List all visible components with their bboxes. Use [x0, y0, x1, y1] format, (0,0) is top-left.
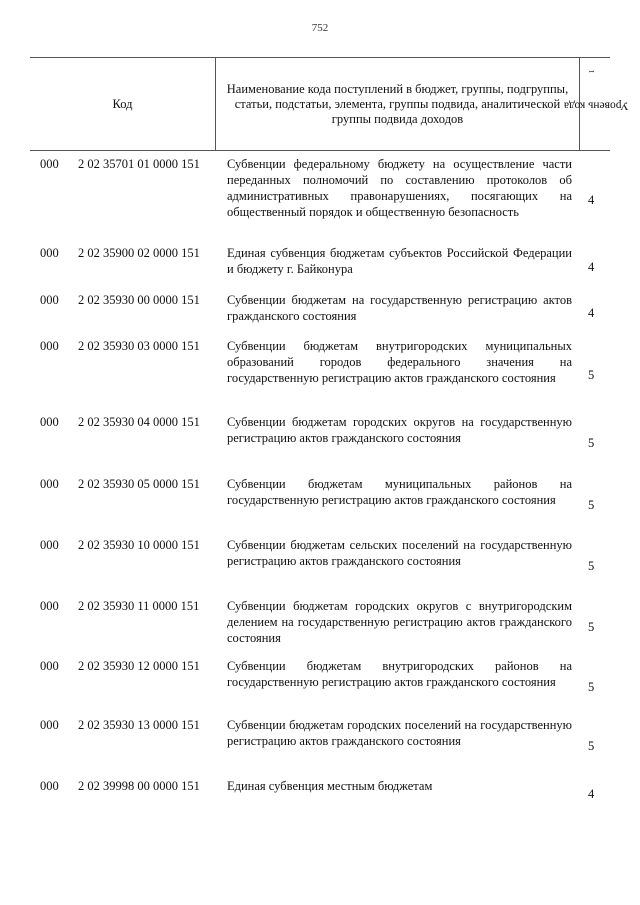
- revenue-name: Субвенции бюджетам городских округов на государственную регистрацию актов гражданского состояния: [227, 415, 572, 445]
- table-header: [30, 57, 629, 151]
- revenue-name: Субвенции бюджетам городских округов с внутригородским делением на государственную регистрацию актов гражданского состояния: [227, 599, 572, 645]
- admin-code: 000: [40, 538, 59, 552]
- admin-code: 000: [40, 415, 59, 429]
- header-level: [563, 58, 629, 150]
- admin-code: 000: [40, 659, 59, 673]
- code-level: 5: [588, 620, 595, 634]
- revenue-code: 2 02 35701 01 0000 151: [78, 157, 200, 171]
- code-level: 5: [588, 739, 595, 753]
- admin-code: 000: [40, 718, 59, 732]
- code-level: 5: [588, 498, 595, 512]
- header-name: Наименование кода поступлений в бюджет, группы, подгруппы, статьи, подстатьи, элемента, группы подвида, аналитической группы подвида доходов: [215, 58, 580, 150]
- revenue-name: Единая субвенция местным бюджетам: [227, 779, 433, 793]
- revenue-name: Субвенции бюджетам внутригородских муниципальных образований городов федерального значения на государственную регистрацию актов гражданского состояния: [227, 339, 572, 385]
- admin-code: 000: [40, 293, 59, 307]
- code-level: 5: [588, 368, 595, 382]
- admin-code: 000: [40, 477, 59, 491]
- revenue-code: 2 02 35930 05 0000 151: [78, 477, 200, 491]
- code-level: 5: [588, 436, 595, 450]
- revenue-code: 2 02 39998 00 0000 151: [78, 779, 200, 793]
- admin-code: 000: [40, 599, 59, 613]
- revenue-code: 2 02 35930 03 0000 151: [78, 339, 200, 353]
- revenue-name: Субвенции федеральному бюджету на осуществление части переданных полномочий по составлению протоколов об административных правонарушениях, посягающих на общественный порядок и общественную безопасность: [227, 157, 572, 219]
- revenue-code: 2 02 35930 04 0000 151: [78, 415, 200, 429]
- revenue-name: Субвенции бюджетам сельских поселений на государственную регистрацию актов гражданского состояния: [227, 538, 572, 568]
- revenue-code: 2 02 35930 13 0000 151: [78, 718, 200, 732]
- header-level-label: Уровень кода: [563, 99, 629, 112]
- code-level: 5: [588, 680, 595, 694]
- admin-code: 000: [40, 779, 59, 793]
- code-level: 4: [588, 306, 595, 320]
- code-level: 4: [588, 787, 595, 801]
- header-code: Код: [112, 96, 133, 111]
- revenue-name: Субвенции бюджетам городских поселений на государственную регистрацию актов гражданского состояния: [227, 718, 572, 748]
- code-level: 5: [588, 559, 595, 573]
- page-number: 752: [311, 22, 329, 34]
- revenue-code: 2 02 35930 12 0000 151: [78, 659, 200, 673]
- code-level: 4: [588, 193, 595, 207]
- header-level-footnote: 1: [588, 69, 597, 74]
- revenue-code: 2 02 35930 11 0000 151: [78, 599, 200, 613]
- admin-code: 000: [40, 157, 59, 171]
- revenue-name: Субвенции бюджетам внутригородских районов на государственную регистрацию актов гражданского состояния: [227, 659, 572, 689]
- revenue-name: Субвенции бюджетам на государственную регистрацию актов гражданского состояния: [227, 293, 572, 323]
- revenue-name: Субвенции бюджетам муниципальных районов на государственную регистрацию актов гражданского состояния: [227, 477, 572, 507]
- revenue-code: 2 02 35930 10 0000 151: [78, 538, 200, 552]
- revenue-name: Единая субвенция бюджетам субъектов Российской Федерации и бюджету г. Байконура: [227, 246, 572, 276]
- code-level: 4: [588, 260, 595, 274]
- admin-code: 000: [40, 339, 59, 353]
- revenue-code: 2 02 35900 02 0000 151: [78, 246, 200, 260]
- admin-code: 000: [40, 246, 59, 260]
- revenue-code: 2 02 35930 00 0000 151: [78, 293, 200, 307]
